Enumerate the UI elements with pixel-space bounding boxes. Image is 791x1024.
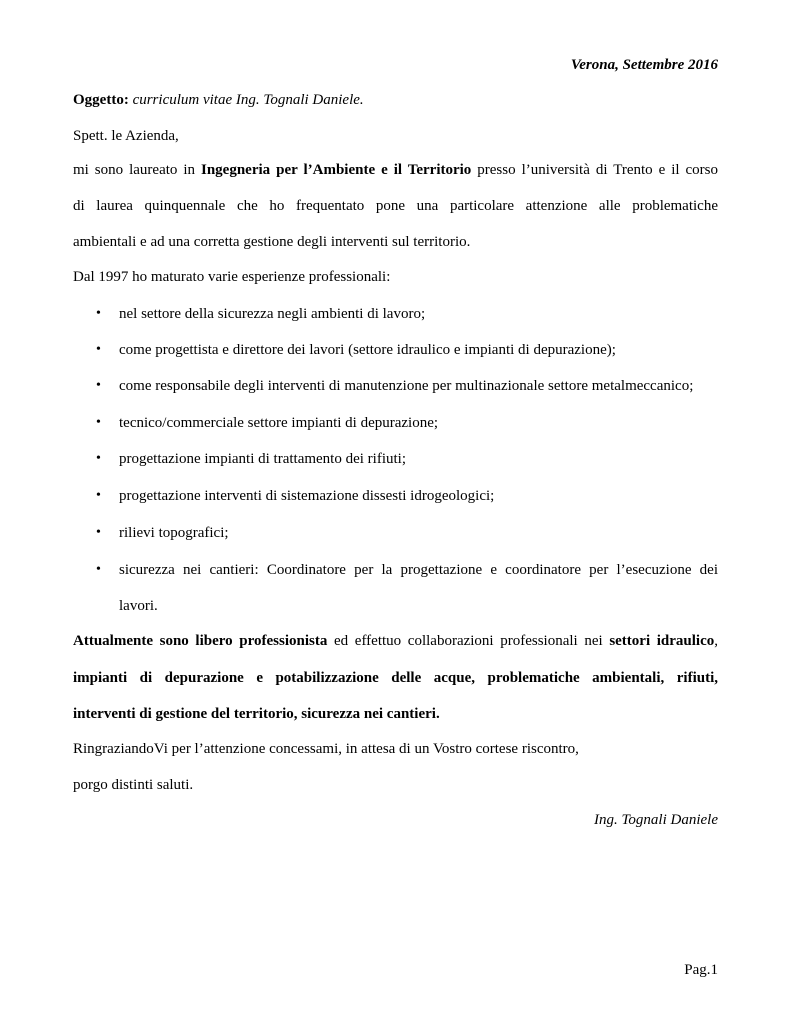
letter-date: Verona, Settembre 2016	[570, 57, 718, 73]
current-line-2: impianti di depurazione e potabilizzazione delle acque, problematiche ambientali, rifiuti,	[73, 670, 718, 686]
experience-item-text: nel settore della sicurezza negli ambienti di lavoro;	[119, 306, 426, 322]
bullet-icon: •	[96, 525, 101, 540]
signature: Ing. Tognali Daniele	[593, 812, 718, 828]
bullet-icon: •	[96, 562, 101, 577]
intro-line-2: di laurea quinquennale che ho frequentato pone una particolare attenzione alle problematiche	[73, 198, 718, 214]
current-normal-1: ed effettuo collaborazioni professionali nei	[334, 633, 603, 649]
experience-item-text: progettazione impianti di trattamento dei rifiuti;	[119, 451, 406, 467]
bullet-icon: •	[96, 488, 101, 503]
intro-part-1: mi sono laureato in	[73, 162, 196, 178]
bullet-icon: •	[96, 451, 101, 466]
experience-item-text: progettazione interventi di sistemazione dissesti idrogeologici;	[119, 488, 495, 504]
subject-label: Oggetto:	[73, 92, 129, 108]
page-number: Pag.1	[684, 962, 718, 978]
experience-item-text: sicurezza nei cantieri: Coordinatore per la progettazione e coordinatore per l’esecuzione dei	[119, 562, 718, 578]
bullet-icon: •	[96, 306, 101, 321]
experience-item-text: rilievi topografici;	[119, 525, 229, 541]
current-comma: ,	[714, 633, 719, 649]
closing-line-2: porgo distinti saluti.	[73, 777, 194, 793]
intro-line-1	[73, 161, 718, 179]
experience-item-continuation: lavori.	[119, 598, 158, 614]
intro-degree: Ingegneria per l’Ambiente e il Territorio	[201, 162, 472, 178]
current-line-1	[73, 632, 718, 650]
subject-line	[73, 91, 718, 109]
current-bold-2: settori idraulico	[609, 633, 715, 649]
experience-intro: Dal 1997 ho maturato varie esperienze professionali:	[73, 269, 391, 285]
experience-item-text: tecnico/commerciale settore impianti di depurazione;	[119, 415, 439, 431]
intro-part-2: presso l’università di Trento e il corso	[477, 162, 719, 178]
experience-item-text: come progettista e direttore dei lavori (settore idraulico e impianti di depurazione);	[119, 342, 616, 358]
current-bold-1: Attualmente sono libero professionista	[73, 633, 328, 649]
closing-line-1: RingraziandoVi per l’attenzione concessami, in attesa di un Vostro cortese riscontro,	[73, 741, 579, 757]
current-line-3: interventi di gestione del territorio, sicurezza nei cantieri.	[73, 706, 440, 722]
bullet-icon: •	[96, 415, 101, 430]
salutation: Spett. le Azienda,	[73, 128, 179, 144]
experience-item-text: come responsabile degli interventi di manutenzione per multinazionale settore metalmeccanico;	[119, 378, 694, 394]
bullet-icon: •	[96, 342, 101, 357]
intro-line-3: ambientali e ad una corretta gestione degli interventi sul territorio.	[73, 234, 471, 250]
bullet-icon: •	[96, 378, 101, 393]
subject-text: curriculum vitae Ing. Tognali Daniele.	[132, 92, 364, 108]
